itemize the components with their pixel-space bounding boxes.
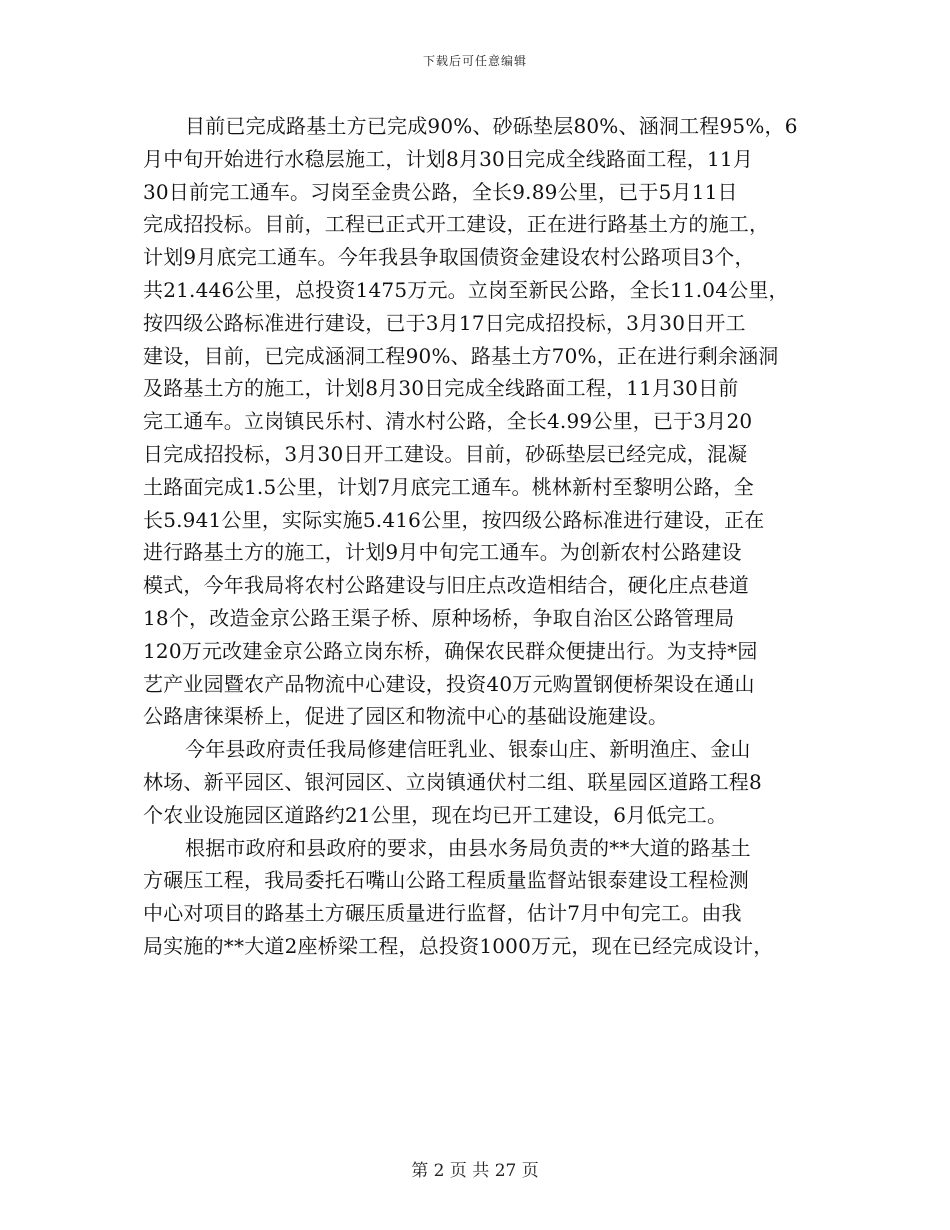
text-line: 计划9月底完工通车。今年我县争取国债资金建设农村公路项目3个， (143, 245, 755, 270)
text-line: 日完成招投标，3月30日开工建设。目前，砂砾垫层已经完成，混凝 (143, 441, 748, 466)
text-line: 完工通车。立岗镇民乐村、清水村公路，全长4.99公里，已于3月20 (143, 409, 753, 434)
text-line: 进行路基土方的施工，计划9月中旬完工通车。为创新农村公路建设 (143, 540, 742, 565)
text-line: 120万元改建金京公路立岗东桥，确保农民群众便捷出行。为支持*园 (143, 638, 758, 663)
text-line: 中心对项目的路基土方碾压质量进行监督，估计7月中旬完工。由我 (143, 901, 742, 926)
text-line: 艺产业园暨农产品物流中心建设，投资40万元购置钢便桥架设在通山 (143, 671, 755, 696)
text-line: 月中旬开始进行水稳层施工，计划8月30日完成全线路面工程，11月 (143, 146, 754, 171)
text-line: 局实施的**大道2座桥梁工程，总投资1000万元，现在已经完成设计， (143, 933, 774, 958)
text-line: 个农业设施园区道路约21公里，现在均已开工建设，6月低完工。 (143, 802, 728, 827)
text-line: 目前已完成路基土方已完成90%、砂砾垫层80%、涵洞工程95%，6 (185, 114, 798, 138)
page-footer: 第 2 页 共 27 页 (411, 1161, 539, 1181)
text-line: 30日前完工通车。习岗至金贵公路，全长9.89公里，已于5月11日 (143, 179, 738, 204)
text-line: 今年县政府责任我局修建信旺乳业、银泰山庄、新明渔庄、金山 (185, 737, 751, 762)
document-body (143, 110, 823, 963)
page-header: 下载后可任意编辑 (422, 54, 527, 68)
text-line: 完成招投标。目前，工程已正式开工建设，正在进行路基土方的施工， (143, 212, 770, 237)
text-line: 方碾压工程，我局委托石嘴山公路工程质量监督站银泰建设工程检测 (143, 868, 749, 893)
text-line: 根据市政府和县政府的要求，由县水务局负责的**大道的路基土 (185, 835, 751, 860)
text-line: 按四级公路标准进行建设，已于3月17日完成招投标，3月30日开工 (143, 310, 746, 335)
text-line: 林场、新平园区、银河园区、立岗镇通伏村二组、联星园区道路工程8 (143, 769, 762, 794)
text-line: 及路基土方的施工，计划8月30日完成全线路面工程，11月30日前 (143, 376, 739, 401)
text-line: 模式，今年我局将农村公路建设与旧庄点改造相结合，硬化庄点巷道 (143, 573, 749, 598)
text-line: 土路面完成1.5公里，计划7月底完工通车。桃林新村至黎明公路，全 (143, 474, 754, 499)
text-line: 公路唐徕渠桥上，促进了园区和物流中心的基础设施建设。 (143, 704, 669, 729)
text-line: 建设，目前，已完成涵洞工程90%、路基土方70%，正在进行剩余涵洞 (143, 343, 779, 368)
text-line: 18个，改造金京公路王渠子桥、原种场桥，争取自治区公路管理局 (143, 605, 735, 630)
text-line: 共21.446公里，总投资1475万元。立岗至新民公路，全长11.04公里， (143, 277, 789, 302)
text-line: 长5.941公里，实际实施5.416公里，按四级公路标准进行建设，正在 (143, 507, 765, 532)
